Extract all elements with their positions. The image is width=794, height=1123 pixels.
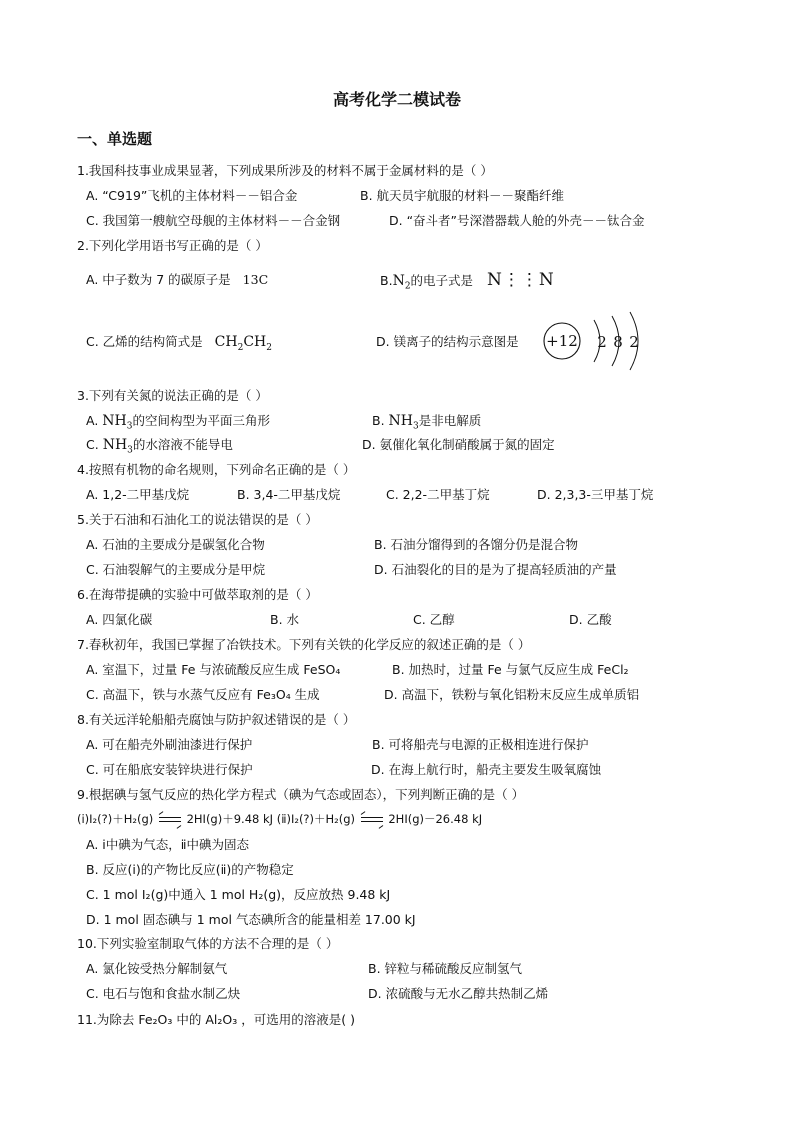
question-8-stem: 8.有关远洋轮船船壳腐蚀与防护叙述错误的是（ ） [77,712,356,727]
q8-option-a: A. 可在船壳外刷油漆进行保护 [86,737,253,752]
question-2-stem: 2.下列化学用语书写正确的是（ ） [77,238,268,253]
q1-option-b: B. 航天员宇航服的材料－－聚酯纤维 [360,188,565,203]
q2-option-b-n2-sub: 2 [404,281,411,292]
q6-option-a: A. 四氯化碳 [86,612,153,627]
q5-option-b: B. 石油分馏得到的各馏分仍是混合物 [374,537,579,552]
q6-option-b: B. 水 [270,612,300,627]
question-10-stem: 10.下列实验室制取气体的方法不合理的是（ ） [77,936,339,951]
section-heading: 一、单选题 [77,130,153,148]
equilibrium-arrow-icon [159,816,181,824]
q2-option-a [86,271,268,289]
q9-option-a: A. ⅰ中碘为气态，ⅱ中碘为固态 [86,837,249,852]
q8-option-b: B. 可将船壳与电源的正极相连进行保护 [372,737,589,752]
q7-option-a: A. 室温下，过量 Fe 与浓硫酸反应生成 FeSO₄ [86,662,341,677]
q8-option-d: D. 在海上航行时，船壳主要发生吸氧腐蚀 [371,762,602,777]
q9-option-b: B. 反应(ⅰ)的产物比反应(ⅱ)的产物稳定 [86,862,294,877]
shell-count-2: 8 [613,333,623,351]
shell-count-1: 2 [597,333,607,351]
q9-eq2-right: 2HI(g)－26.48 kJ [388,812,483,826]
question-5-stem: 5.关于石油和石油化工的说法错误的是（ ） [77,512,318,527]
magnesium-ion-diagram [536,310,646,372]
q2-option-b-n2: N [392,273,405,289]
q4-option-b: B. 3,4-二甲基戊烷 [237,487,341,502]
q5-option-c: C. 石油裂解气的主要成分是甲烷 [86,562,266,577]
q2-option-b-formula: N⋮⋮N [487,270,555,290]
q9-option-c: C. 1 mol I₂(g)中通入 1 mol H₂(g)，反应放热 9.48 kJ [86,887,391,902]
question-3-stem: 3.下列有关氮的说法正确的是（ ） [77,388,268,403]
question-4-stem: 4.按照有机物的命名规则，下列命名正确的是（ ） [77,462,356,477]
q1-option-a: A. “C919”飞机的主体材料－－铝合金 [86,188,298,203]
question-11-stem: 11.为除去 Fe₂O₃ 中的 Al₂O₃ ，可选用的溶液是( ) [77,1012,355,1027]
q7-option-d: D. 高温下，铁粉与氧化铝粉末反应生成单质铝 [384,687,640,702]
q2-option-c-text: C. 乙烯的结构简式是 [86,334,203,349]
q9-eq2-left: (ⅱ)I₂(?)＋H₂(g) [276,812,356,826]
q4-option-a: A. 1,2-二甲基戊烷 [86,487,190,502]
q2-option-c-formula: $CH_2CH_2$ [214,334,272,353]
q6-option-c: C. 乙醇 [413,612,455,627]
shell-count-3: 2 [629,333,639,351]
q2-option-a-formula: 13C [242,272,269,287]
question-1-stem: 1.我国科技事业成果显著，下列成果所涉及的材料不属于金属材料的是（ ） [77,163,493,178]
question-7-stem: 7.春秋初年，我国已掌握了冶铁技术。下列有关铁的化学反应的叙述正确的是（ ） [77,637,531,652]
question-9-stem: 9.根据碘与氢气反应的热化学方程式（碘为气态或固态），下列判断正确的是（ ） [77,787,525,802]
q9-option-d: D. 1 mol 固态碘与 1 mol 气态碘所含的能量相差 17.00 kJ [86,912,416,927]
q8-option-c: C. 可在船底安装锌块进行保护 [86,762,253,777]
q2-option-b-text: 的电子式是 [410,273,474,288]
q2-option-b [380,271,555,296]
q7-option-c: C. 高温下，铁与水蒸气反应有 Fe₃O₄ 生成 [86,687,320,702]
q4-option-d: D. 2,3,3-三甲基丁烷 [537,487,654,502]
q2-option-c [86,333,272,357]
q10-option-d: D. 浓硫酸与无水乙醇共热制乙烯 [368,986,549,1001]
q5-option-a: A. 石油的主要成分是碳氢化合物 [86,537,265,552]
nucleus-charge: +12 [546,332,578,350]
q9-equations [77,810,482,828]
q3-option-a: A. $NH_3$的空间构型为平面三角形 [86,413,270,432]
q3-option-d: D. 氨催化氧化制硝酸属于氮的固定 [362,437,555,452]
q2-option-d-text: D. 镁离子的结构示意图是 [376,334,519,349]
q3-option-c: C. $NH_3$的水溶液不能导电 [86,437,233,456]
equilibrium-arrow-icon [361,816,383,824]
q1-option-d: D. “奋斗者”号深潜器载人舱的外壳－－钛合金 [389,213,645,228]
q10-option-a: A. 氯化铵受热分解制氨气 [86,961,228,976]
q4-option-c: C. 2,2-二甲基丁烷 [386,487,490,502]
q3-option-b: B. $NH_3$是非电解质 [372,413,482,432]
q9-eq1-right: 2HI(g)＋9.48 kJ [186,812,274,826]
q7-option-b: B. 加热时，过量 Fe 与氯气反应生成 FeCl₂ [392,662,629,677]
q10-option-c: C. 电石与饱和食盐水制乙炔 [86,986,241,1001]
page-title: 高考化学二模试卷 [332,90,461,109]
q10-option-b: B. 锌粒与稀硫酸反应制氢气 [368,961,523,976]
question-6-stem: 6.在海带提碘的实验中可做萃取剂的是（ ） [77,587,318,602]
q5-option-d: D. 石油裂化的目的是为了提高轻质油的产量 [374,562,617,577]
q6-option-d: D. 乙酸 [569,612,612,627]
q2-option-b-label: B. [380,273,393,288]
q9-eq1-left: (ⅰ)I₂(?)＋H₂(g) [77,812,154,826]
q1-option-c: C. 我国第一艘航空母舰的主体材料－－合金钢 [86,213,341,228]
q2-option-a-text: A. 中子数为 7 的碳原子是 [86,272,231,287]
